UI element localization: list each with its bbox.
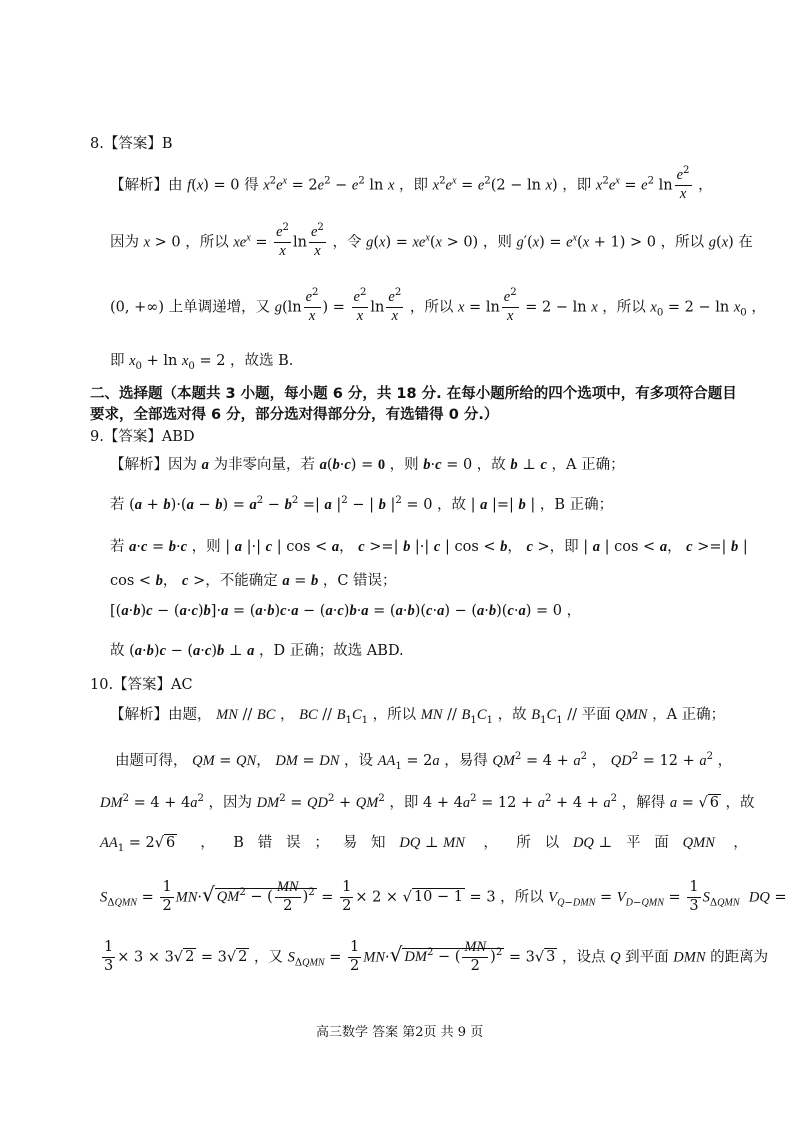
q8-analysis-line4: 即 $x_0 + \ln x_0 = 2$ ，故选 B. [110, 353, 294, 372]
q9-analysis-line5: [(a·b)c − (a·c)b]·a = (a·b)c·a − (a·c)b·a = (a·b)(c·a) − (a·b)(c·a) = 0 ， [110, 603, 582, 619]
q9-answer-title: 9.【答案】ABD [90, 429, 195, 445]
q10-analysis-line3: $DM^2 = 4 + 4a^2$ ，因为 $DM^2 = QD^2 + QM^2$ ，即 $4 + 4a^2 = 12 + a^2 + 4 + a^2$ ，解得 a = √ 6 ，故 [100, 793, 755, 811]
page-footer: 高三数学 答案 第2页 共 9 页 [316, 1025, 484, 1040]
q9-analysis-line3: 若 a·c = b·c ，则 | a |·| c | cos < a， c >=| b |·| c | cos < b， c >，即 | a | cos < a， c >=| b | [110, 539, 748, 555]
q10-analysis-line4: $AA_1 = 2√$ 6 ， B 错 误 ； 易 知 DQ ⊥ MN ， 所 以 DQ ⊥ 平 面 QMN ， [100, 835, 748, 854]
q10-analysis-line2: 由题可得， QM = QN， DM = DN ，设 $AA_1 = 2a$ ，易得 $QM^2 = 4 + a^2$ ， $QD^2 = 12 + a^2$ ， [115, 751, 733, 772]
q8-answer-title: 8.【答案】B [90, 136, 173, 152]
q10-analysis-line5: $S_{\Delta QMN}$ = $\frac{1}{2}$ MN·√ $QM^2$ − ( $\frac{MN}{2}$ )$^2$ = $\frac{1}{2}$ × 2 × √ 10 − 1 = 3 ，所以 $V_{Q-DMN} = V_{D-QMN}$ = $\frac{1}{3}$ $S_{\Delta QMN}$ DQ = [100, 879, 787, 914]
section-heading-line1: 二、选择题（本题共 3 小题，每小题 6 分，共 18 分. 在每小题所给的四个选项中，有多项符合题目 [90, 386, 737, 402]
q9-analysis-line6: 故 (a·b)c − (a·c)b ⊥ a ，D 正确；故选 ABD. [110, 643, 404, 659]
q10-analysis-line1: 【解析】由题， MN // BC ， BC // $B_1C_1$ ，所以 MN // $B_1C_1$ ，故 $B_1C_1$ // 平面 QMN ，A 正确； [110, 707, 726, 726]
q9-analysis-line4: cos < b， c >，不能确定 a = b ，C 错误； [110, 573, 397, 589]
q8-analysis-line1: 【解析】由 f(x) = 0 得 $x^2e^x = 2e^2 - e^2$ ln x ，即 $x^2e^x = e^2(2 - \ln x)$ ，即 $x^2e^x = e^2$ ln $\frac{e^2}{x}$ ， [110, 165, 713, 202]
q8-analysis-line3: (0, +∞) 上单调递增，又 g(ln $\frac{e^2}{x}$ ) = $\frac{e^2}{x}$ ln $\frac{e^2}{x}$ ，所以 x = ln $\frac{e^2}{x}$ = 2 − ln x ，所以 $x_0 = 2 - \ln x_0$ ， [110, 287, 766, 324]
q8-analysis-line2: 因为 x > 0 ，所以 $xe^x$ = $\frac{e^2}{x}$ ln $\frac{e^2}{x}$ ，令 $g(x) = xe^x(x > 0)$ ，则 $g'(x) = e^x(x + 1) > 0$ ，所以 g(x) 在 [110, 222, 753, 259]
q9-analysis-line2: 若 $(a + b)\cdot(a - b) = a^2 - b^2$ =| a $|^2$ − | b $|^2 = 0$ ，故 | a |=| b | ，B 正确； [110, 495, 614, 513]
q9-analysis-line1: 【解析】因为 a 为非零向量，若 a(b·c) = 0 ，则 b·c = 0 ，故 b ⊥ c ，A 正确； [110, 457, 625, 473]
section-heading-line2: 要求，全部选对得 6 分，部分选对得部分分，有选错得 0 分.） [90, 407, 499, 423]
q10-answer-title: 10.【答案】AC [90, 677, 193, 693]
q10-analysis-line6: $\frac{1}{3}$ × 3 × 3√ 2 = 3√ 2 ，又 $S_{\Delta QMN}$ = $\frac{1}{2}$ MN·√ $DM^2$ − ( $\frac{MN}{2}$ )$^2$ = 3√ 3 ，设点 Q 到平面 DMN 的距离为 [104, 939, 769, 974]
